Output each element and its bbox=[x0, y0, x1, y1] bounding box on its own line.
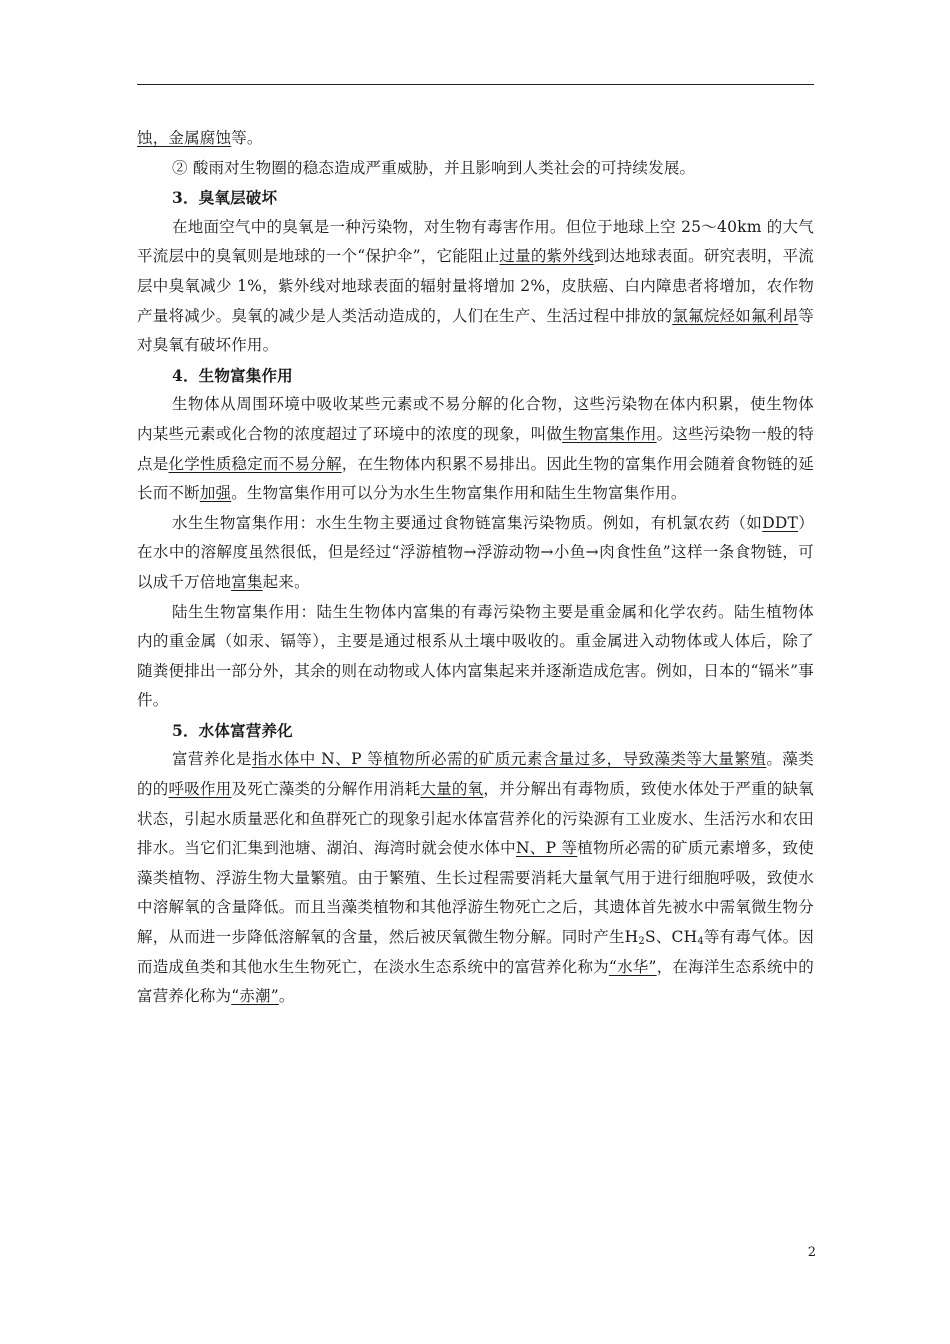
text: 等对臭氧有破坏作用。 bbox=[137, 306, 814, 355]
underlined-term: N、P 等 bbox=[515, 839, 578, 858]
paragraph-bioaccumulation bbox=[137, 390, 814, 508]
text: 。这些污染物一般的特点是 bbox=[137, 424, 814, 473]
text: 水生生物富集作用：水生生物主要通过食物链富集污染物质。例如，有机氯农药（如 bbox=[172, 513, 763, 532]
underlined-term: 蚀，金属腐蚀 bbox=[137, 129, 232, 147]
underlined-term: 加强 bbox=[199, 484, 232, 503]
paragraph-acid-rain: ② 酸雨对生物圈的稳态造成严重威胁，并且影响到人类社会的可持续发展。 bbox=[172, 158, 696, 177]
text: 。生物富集作用可以分为水生生物富集作用和陆生生物富集作用。 bbox=[231, 484, 687, 503]
underlined-term: DDT bbox=[762, 513, 799, 532]
underlined-term: 氯氟烷烃如氟利昂 bbox=[672, 306, 799, 325]
paragraph-eutrophication bbox=[137, 745, 814, 1011]
underlined-term: 化学性质稳定而不易分解 bbox=[168, 454, 342, 473]
header-rule bbox=[137, 84, 814, 85]
underlined-term: 生物富集作用 bbox=[562, 424, 657, 443]
formula: S、CH bbox=[644, 928, 698, 947]
text: 等。 bbox=[231, 129, 263, 147]
heading-eutrophication: 5．水体富营养化 bbox=[172, 720, 293, 740]
paragraph-continuation bbox=[137, 124, 814, 154]
underlined-term: “水华” bbox=[608, 957, 657, 976]
underlined-term: 富集 bbox=[231, 572, 263, 591]
document-body bbox=[137, 124, 814, 1012]
underlined-term: 呼吸作用 bbox=[168, 780, 232, 799]
text: 等有毒气体。因而造成鱼类和其他水生生物死亡，在淡水生态系统中的富营养化称为 bbox=[137, 928, 814, 976]
page-number: 2 bbox=[807, 1245, 816, 1260]
text: ，在海洋生态系统中的富营养化称为 bbox=[137, 957, 814, 1006]
underlined-term: “赤潮” bbox=[231, 987, 279, 1006]
heading-bioaccumulation: 4．生物富集作用 bbox=[172, 365, 293, 385]
text: 起来。 bbox=[262, 572, 310, 591]
text: ，在生物体内积累不易排出。因此生物的富集作用会随着食物链的延长而不断 bbox=[137, 454, 815, 503]
text: 到达地球表面。研究表明，平流层中臭氧减少 1%，紫外线对地球表面的辐射量将增加 2%，皮肤癌、白内障患者将增加，农作物产量将减少。臭氧的减少是人类活动造成的，人们在生产、生活过程中排放的 bbox=[137, 247, 814, 325]
underlined-term: 指水体中 N、P 等植物所必需的矿质元素含量过多，导致藻类等大量繁殖 bbox=[251, 750, 767, 769]
formula: H bbox=[624, 928, 639, 947]
heading-ozone: 3．臭氧层破坏 bbox=[172, 188, 278, 208]
text: 。 bbox=[278, 987, 295, 1006]
text: 在地面空气中的臭氧是一种污染物，对生物有毒害作用。但位于地球上空 25～40km 的大气平流层中的臭氧则是地球的一个“保护伞”，它能阻止 bbox=[137, 217, 814, 266]
paragraph-ozone bbox=[137, 213, 814, 361]
paragraph-terrestrial: 陆生生物富集作用：陆生生物体内富集的有毒污染物主要是重金属和化学农药。陆生植物体内的重金属（如汞、镉等），主要是通过根系从土壤中吸收的。重金属进入动物体或人体后，除了随粪便排出一部分外，其余的则在动物或人体内富集起来并逐渐造成危害。例如，日本的“镉米”事件。 bbox=[137, 602, 814, 710]
text: 植物所必需的矿质元素增多，致使藻类植物、浮游生物大量繁殖。由于繁殖、生长过程需要消耗大量氧气用于进行细胞呼吸，致使水中溶解氧的含量降低。而且当藻类植物和其他浮游生物死亡之后，其遗体首先被水中需氧微生物分解，从而进一步降低溶解氧的含量，然后被厌氧微生物分解。同时产生 bbox=[137, 839, 814, 947]
subscript: 2 bbox=[638, 936, 645, 948]
text: 。藻类的的 bbox=[137, 750, 814, 799]
subscript: 4 bbox=[697, 936, 704, 948]
text: 生物体从周围环境中吸收某些元素或不易分解的化合物，这些污染物在体内积累，使生物体内某些元素或化合物的浓度超过了环境中的浓度的现象，叫做 bbox=[137, 395, 814, 443]
underlined-term: 大量的氧 bbox=[420, 780, 484, 799]
text: ）在水中的溶解度虽然很低，但是经过“浮游植物→浮游动物→小鱼→肉食性鱼”这样一条食物链，可以成千万倍地 bbox=[137, 513, 814, 591]
text: 及死亡藻类的分解作用消耗 bbox=[231, 780, 421, 799]
text: 富营养化是 bbox=[172, 750, 252, 769]
text: ，并分解出有毒物质，致使水体处于严重的缺氧状态，引起水质量恶化和鱼群死亡的现象引起水体富营养化的污染源有工业废水、生活污水和农田排水。当它们汇集到池塘、湖泊、海湾时就会使水体中 bbox=[137, 780, 814, 858]
paragraph-aquatic bbox=[137, 509, 814, 598]
underlined-term: 过量的紫外线 bbox=[499, 247, 594, 266]
